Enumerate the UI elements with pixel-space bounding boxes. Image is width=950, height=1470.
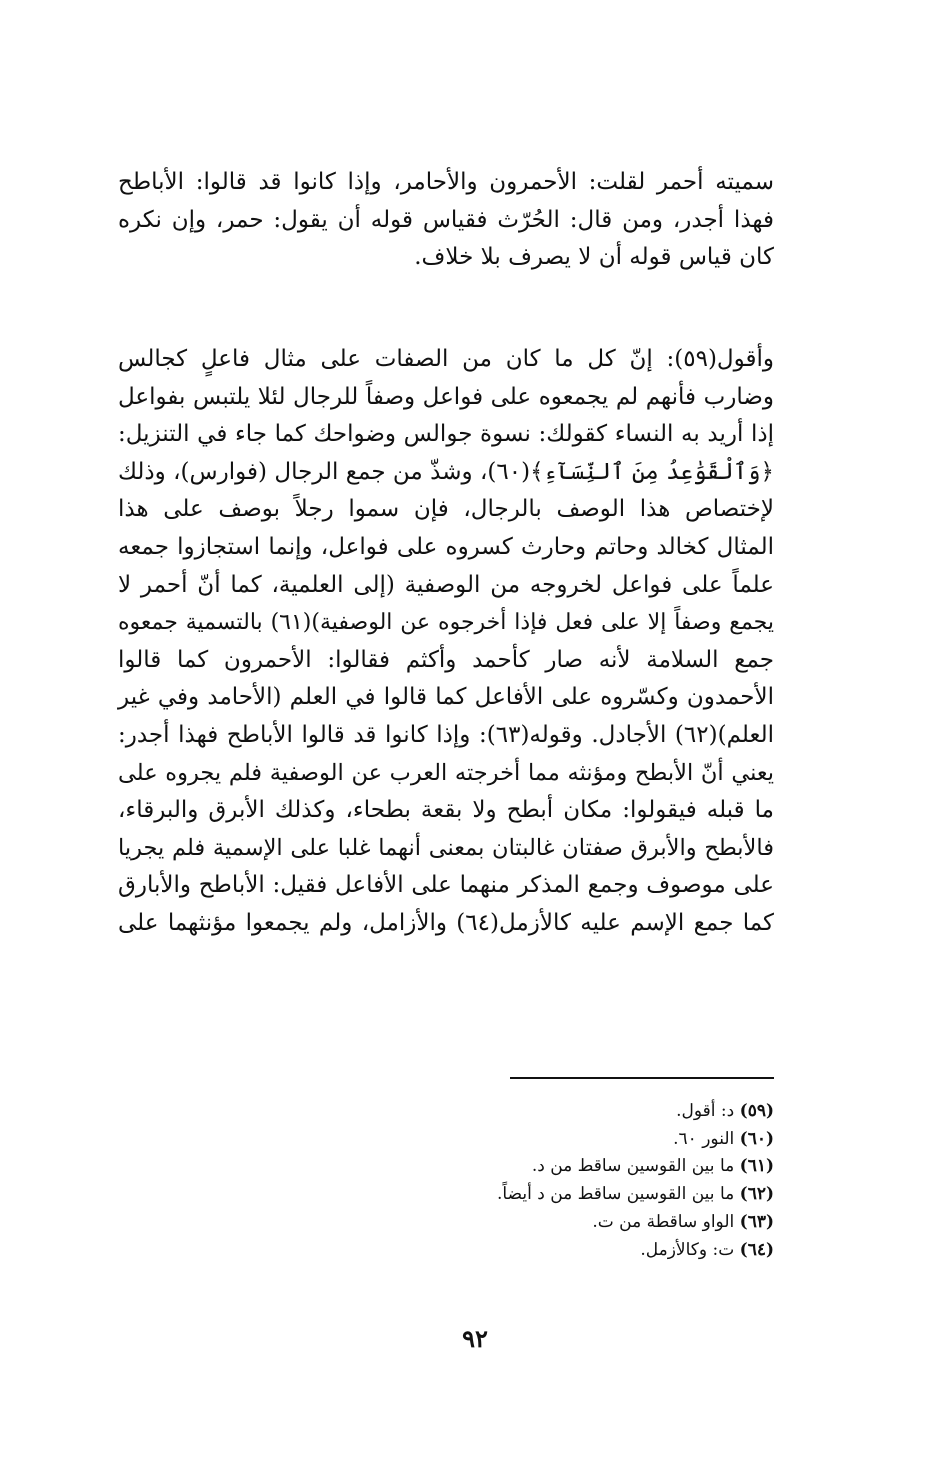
paragraph-top bbox=[118, 164, 774, 277]
footnote-item bbox=[300, 1237, 774, 1265]
text-line: وأقول(٥٩): إنّ كل ما كان من الصفات على مثال فاعلٍ كجالس bbox=[118, 346, 774, 372]
text-line: كان قياس قوله أن لا يصرف بلا خلاف. bbox=[414, 244, 774, 271]
text-line: علماً على فواعل لخروجه من الوصفية (إلى العلمية، كما أنّ أحمر لا bbox=[118, 571, 774, 598]
footnote-item bbox=[300, 1209, 774, 1237]
footnote-number: (٦١) bbox=[739, 1156, 774, 1177]
footnote-text: النور ٦٠. bbox=[673, 1128, 735, 1149]
footnote-text: ما بين القوسين ساقط من د. bbox=[531, 1156, 735, 1177]
footnote-number: (٦٣) bbox=[739, 1211, 774, 1232]
footnote-divider bbox=[510, 1077, 774, 1079]
footnote-item bbox=[300, 1126, 774, 1154]
text-line: ما قبله فيقولوا: مكان أبطح ولا بقعة بطحاء، وكذلك الأبرق والبرقاء، bbox=[118, 797, 774, 824]
footnote-item bbox=[300, 1153, 774, 1181]
footnote-text: الواو ساقطة من ت. bbox=[592, 1211, 735, 1232]
text-line: وضارب فأنهم لم يجمعوه على فواعل وصفاً للرجال لئلا يلتبس بفواعل bbox=[118, 383, 774, 410]
footnote-text: د: أقول. bbox=[676, 1101, 735, 1121]
footnote-number: (٥٩) bbox=[739, 1101, 774, 1121]
footnote-item bbox=[300, 1181, 774, 1209]
footnote-number: (٦٢) bbox=[739, 1184, 774, 1205]
paragraph-main bbox=[118, 341, 774, 943]
footnote-text: ت: وكالأزمل. bbox=[640, 1239, 735, 1260]
footnote-number: (٦٤) bbox=[739, 1239, 774, 1260]
text-line: يجمع وصفاً إلا على فعل فإذا أخرجوه عن الوصفية)(٦١) بالتسمية جمعوه bbox=[118, 610, 775, 636]
text-line: كما جمع الإسم عليه كالأزمل(٦٤) والأزامل، ولم يجمعوا مؤنثهما على bbox=[118, 909, 775, 936]
footnote-number: (٦٠) bbox=[739, 1128, 774, 1149]
text-line: يعني أنّ الأبطح ومؤنثه مما أخرجته العرب عن الوصفية فلم يجروه على bbox=[118, 759, 774, 786]
text-line: فالأبطح والأبرق صفتان غالبتان بمعنى أنهما غلبا على الإسمية فلم يجريا bbox=[118, 834, 774, 861]
text-line: جمع السلامة لأنه صار كأحمد وأكثم فقالوا: الأحمرون كما قالوا bbox=[118, 646, 774, 673]
text-line: الأحمدون وكسّروه على الأفاعل كما قالوا في العلم (الأحامد وفي غير bbox=[118, 684, 774, 711]
text-line: سميته أحمر لقلت: الأحمرون والأحامر، وإذا كانوا قد قالوا: الأباطح bbox=[118, 169, 774, 195]
text-line: العلم)(٦٢) الأجادل. وقوله(٦٣): وإذا كانوا قد قالوا الأباطح فهذا أجدر: bbox=[118, 721, 774, 748]
text-line: فهذا أجدر، ومن قال: الحُرّث فقياس قوله أن يقول: حمر، وإن نكره bbox=[118, 206, 774, 233]
page-number: ٩٢ bbox=[462, 1324, 488, 1353]
footnote-text: ما بين القوسين ساقط من د أيضاً. bbox=[497, 1184, 735, 1205]
text-line: إذا أريد به النساء كقولك: نسوة جوالس وضواحك كما جاء في التنزيل: bbox=[118, 421, 774, 448]
footnote-item bbox=[300, 1098, 774, 1126]
text-line: لإختصاص هذا الوصف بالرجال، فإن سموا رجلاً بوصف على هذا bbox=[118, 496, 774, 523]
text-line: ﴿وَٱلْقَوَٰعِدُ مِنَ ٱلنِّسَآءِ﴾(٦٠)، وشذّ من جمع الرجال (فوارس)، وذلك bbox=[118, 458, 774, 485]
footnotes-list bbox=[300, 1098, 774, 1264]
text-line: المثال كخالد وحاتم وحارث كسروه على فواعل، وإنما استجازوا جمعه bbox=[118, 533, 774, 560]
text-line: على موصوف وجمع المذكر منهما على الأفاعل فقيل: الأباطح والأبارق bbox=[118, 872, 774, 899]
